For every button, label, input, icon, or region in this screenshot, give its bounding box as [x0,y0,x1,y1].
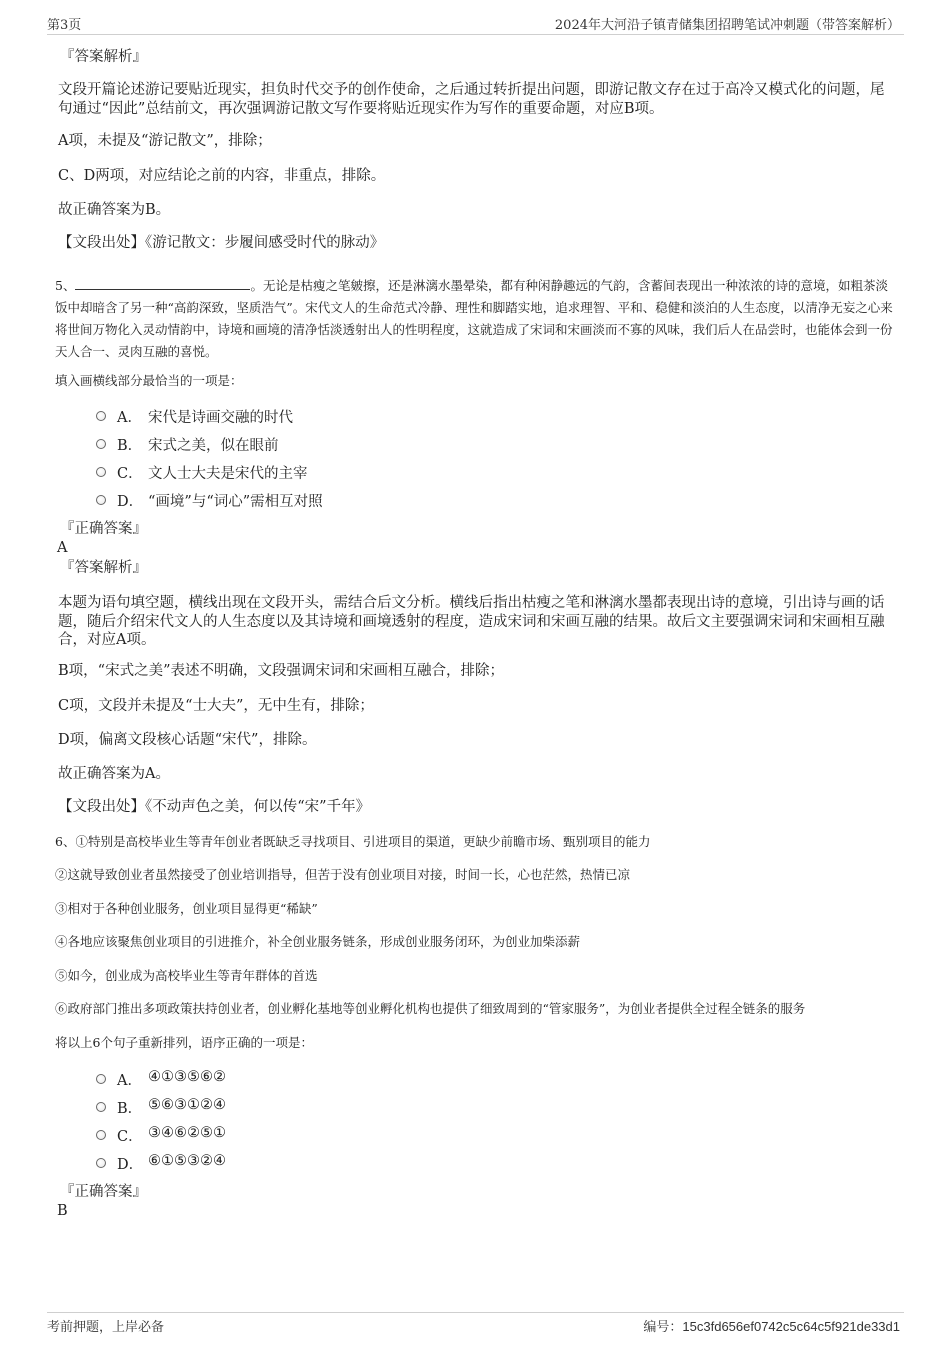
q5-analysis-p1: 本题为语句填空题，横线出现在文段开头，需结合后文分析。横线后指出枯瘦之笔和淋漓水墨都表现出诗的意境，引出诗与画的话题，随后介绍宋代文人的人生态度以及其诗境和画境透射的程度，造成宋词和宋画互融的结果。故后文主要强调宋词和宋画相互融合，对应A项。 [58,595,885,648]
q4-analysis-p4: 故正确答案为B。 [58,202,171,218]
q6-sentence-1: 6、①特别是高校毕业生等青年创业者既缺乏寻找项目、引进项目的渠道，更缺少前瞻市场、甄别项目的能力 [55,834,651,849]
q5-stem [55,275,898,363]
q5-analysis-p4: D项，偏离文段核心话题“宋代”，排除。 [58,732,317,748]
radio-icon[interactable] [96,1158,106,1168]
q6-prompt: 将以上6个句子重新排列，语序正确的一项是： [55,1035,313,1050]
q6-answer: B [57,1203,68,1219]
radio-icon[interactable] [96,1102,106,1112]
q5-analysis-p3: C项，文段并未提及“士大夫”，无中生有，排除； [58,698,374,714]
q4-analysis-label: 『答案解析』 [60,49,147,65]
q5-answer: A [57,540,68,556]
q6-sentence-2: ②这就导致创业者虽然接受了创业培训指导，但苦于没有创业项目对接，时间一长，心也茫然，热情已凉 [55,867,631,882]
q5-analysis-p2: B项，“宋式之美”表述不明确，文段强调宋词和宋画相互融合，排除； [58,663,504,679]
q5-answer-label: 『正确答案』 [60,521,147,537]
q4-source: 【文段出处】《游记散文：步履间感受时代的脉动》 [58,235,385,251]
q4-analysis-p2: A项，未提及“游记散文”，排除； [58,133,272,149]
radio-icon[interactable] [96,495,106,505]
radio-icon[interactable] [96,439,106,449]
q6-sentence-3: ③相对于各种创业服务，创业项目显得更“稀缺” [55,901,318,916]
q5-analysis-label: 『答案解析』 [60,560,147,576]
document-id: 编号：15c3fd656ef0742c5c64c5f921de33d1 [643,1319,900,1334]
q4-analysis-p1: 文段开篇论述游记要贴近现实，担负时代交予的创作使命，之后通过转折提出问题，即游记散文存在过于高冷又模式化的问题，尾句通过“因此”总结前文，再次强调游记散文写作要将贴近现实作为写作的重要命题，对应B项。 [58,82,885,117]
radio-icon[interactable] [96,411,106,421]
q5-source: 【文段出处】《不动声色之美，何以传“宋”千年》 [58,799,371,815]
radio-icon[interactable] [96,1074,106,1084]
q5-number: 5、 [55,278,76,293]
radio-icon[interactable] [96,467,106,477]
q6-answer-label: 『正确答案』 [60,1184,147,1200]
q5-blank [75,277,250,290]
page-header [47,12,904,35]
q5-prompt: 填入画横线部分最恰当的一项是： [55,373,243,388]
page-number: 第3页 [47,18,82,33]
q6-sentence-5: ⑤如今，创业成为高校毕业生等青年群体的首选 [55,968,318,983]
page-footer [47,1312,904,1339]
footer-slogan: 考前押题，上岸必备 [47,1320,165,1335]
radio-icon[interactable] [96,1130,106,1140]
document-title: 2024年大河沿子镇青储集团招聘笔试冲刺题（带答案解析） [554,18,900,33]
q5-analysis-p5: 故正确答案为A。 [58,766,170,782]
q6-sentence-6: ⑥政府部门推出多项政策扶持创业者，创业孵化基地等创业孵化机构也提供了细致周到的“管家服务”，为创业者提供全过程全链条的服务 [55,1001,806,1016]
q5-stem-text: 。无论是枯瘦之笔皴擦，还是淋漓水墨晕染，都有种闲静趣远的气韵，含蓄间表现出一种浓浓的诗的意境，如粗茶淡饭中却暗含了另一种“高韵深致，坚质浩气”。宋代文人的生命范式冷静、理性和脚踏实地，追求理智、平和、稳健和淡泊的人生态度，以清净无妄之心来将世间万物化入灵动情韵中，诗境和画境的清净恬淡透射出人的性明程度，这就造成了宋词和宋画淡而不寡的风味，我们后人在品尝时，也能体会到一份天人合一、灵肉互融的喜悦。 [55,278,893,359]
q6-sentence-4: ④各地应该聚焦创业项目的引进推介，补全创业服务链条，形成创业服务闭环，为创业加柴添薪 [55,934,581,949]
q4-analysis-p3: C、D两项，对应结论之前的内容，非重点，排除。 [58,168,386,184]
